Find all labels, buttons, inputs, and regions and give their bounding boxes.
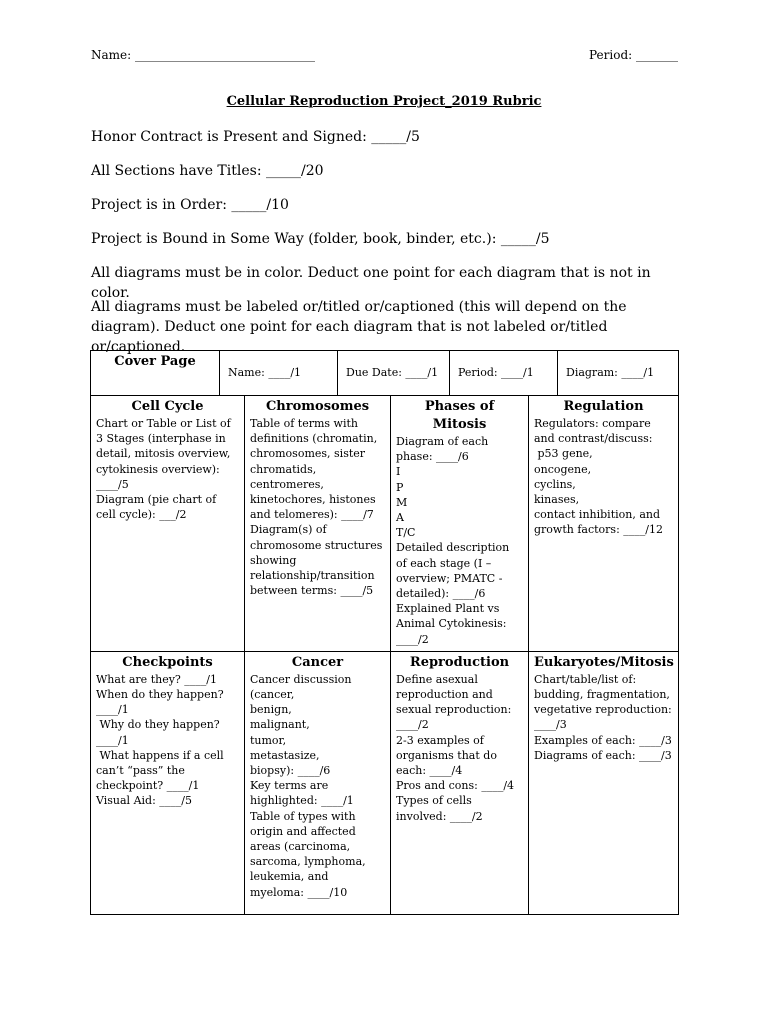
period-field: Period: _______ bbox=[589, 48, 678, 62]
cover-field-name: Name: ____/1 bbox=[219, 351, 337, 395]
regulation-section bbox=[529, 396, 679, 652]
cover-page-title: Cover Page bbox=[114, 354, 196, 369]
rubric-item: Pros and cons: ____/4 bbox=[396, 779, 515, 793]
rubric-item: Cancer discussion (cancer, bbox=[250, 672, 355, 702]
eukaryotes-mitosis-section bbox=[529, 651, 679, 914]
rubric-item: metastasize, bbox=[250, 748, 320, 762]
label-rule-line: All diagrams must be labeled or/titled or/captioned (this will depend on the diagram). Deduct one point for each diagram that is not labeled or/titled or/captioned. bbox=[91, 299, 627, 355]
rubric-item: Chart or Table or List of 3 Stages (interphase in detail, mitosis overview, cytokinesis overview): ____/5 bbox=[96, 417, 235, 491]
rubric-item: Explained Plant vs Animal Cytokinesis: ____/2 bbox=[396, 602, 511, 646]
rubric-item: Examples of each: ____/3 bbox=[534, 733, 672, 747]
rubric-item: What are they? ____/1 bbox=[96, 672, 218, 686]
cover-field-diagram: Diagram: ____/1 bbox=[557, 351, 678, 395]
reproduction-section bbox=[391, 651, 529, 914]
rubric-item: oncogene, bbox=[534, 462, 592, 476]
rubric-item: tumor, bbox=[250, 733, 287, 747]
rubric-item: Visual Aid: ____/5 bbox=[96, 794, 192, 808]
rubric-item: Types of cells involved: ____/2 bbox=[396, 794, 483, 823]
rubric-item: Chart/table/list of: budding, fragmentation, vegetative reproduction: ____/3 bbox=[534, 672, 676, 732]
rubric-item: kinases, bbox=[534, 493, 580, 507]
rubric-item: cyclins, bbox=[534, 477, 576, 491]
header-line bbox=[91, 48, 678, 62]
section-row-2 bbox=[91, 651, 679, 914]
page-title: Cellular Reproduction Project_2019 Rubric bbox=[226, 94, 542, 109]
name-field: Name: ______________________________ bbox=[91, 48, 315, 62]
rubric-item: Diagram (pie chart of cell cycle): ___/2 bbox=[96, 493, 220, 522]
rubric-item: T/C bbox=[396, 526, 416, 540]
rubric-item: Define asexual reproduction and sexual reproduction: ____/2 bbox=[396, 672, 515, 732]
cover-cell bbox=[91, 351, 679, 396]
section-title: Checkpoints bbox=[122, 654, 213, 670]
cover-field-period: Period: ____/1 bbox=[449, 351, 557, 395]
rubric-item: M bbox=[396, 495, 408, 509]
rubric-item: Table of types with origin and affected areas (carcinoma, sarcoma, lymphoma, leukemia, and myeloma: ____/10 bbox=[250, 809, 370, 899]
rubric-item: benign, bbox=[250, 703, 292, 717]
checkpoints-section bbox=[91, 651, 245, 914]
rubric-item: I bbox=[396, 465, 401, 479]
section-title: Phases of Mitosis bbox=[424, 399, 495, 432]
cancer-section bbox=[245, 651, 391, 914]
rubric-table bbox=[90, 350, 679, 915]
rubric-item: What happens if a cell can’t “pass” the checkpoint? ____/1 bbox=[96, 748, 228, 793]
project-order-line: Project is in Order: _____/10 bbox=[91, 197, 289, 213]
rubric-item: Table of terms with definitions (chromatin, chromosomes, sister chromatids, centromeres, kinetochores, histones and telomeres): ____/7 bbox=[250, 417, 381, 522]
rubric-item: contact inhibition, and growth factors: ____/12 bbox=[534, 508, 664, 537]
section-row-1 bbox=[91, 396, 679, 652]
rubric-item: malignant, bbox=[250, 718, 310, 732]
rubric-item: 2-3 examples of organisms that do each: ____/4 bbox=[396, 733, 501, 778]
color-rule-line: All diagrams must be in color. Deduct one point for each diagram that is not in color. bbox=[91, 265, 651, 301]
rubric-item: Diagram of each phase: ____/6 bbox=[396, 435, 492, 464]
rubric-item: P bbox=[396, 480, 404, 494]
rubric-item: A bbox=[396, 511, 404, 525]
section-title: Eukaryotes/Mitosis bbox=[534, 654, 674, 670]
rubric-item: Detailed description of each stage (I – overview; PMATC - detailed): ____/6 bbox=[396, 541, 513, 601]
honor-contract-line: Honor Contract is Present and Signed: _____/5 bbox=[91, 129, 420, 145]
chromosomes-section bbox=[245, 396, 391, 652]
section-titles-line: All Sections have Titles: _____/20 bbox=[91, 163, 324, 179]
rubric-item: p53 gene, bbox=[534, 447, 593, 461]
cover-field-due-date: Due Date: ____/1 bbox=[337, 351, 449, 395]
section-title: Reproduction bbox=[409, 654, 510, 670]
rubric-item: biopsy): ____/6 bbox=[250, 764, 331, 778]
rubric-item: Diagrams of each: ____/3 bbox=[534, 748, 672, 762]
rubric-item: When do they happen? ____/1 bbox=[96, 688, 228, 717]
phases-of-mitosis-section bbox=[391, 396, 529, 652]
section-title: Chromosomes bbox=[265, 399, 370, 414]
section-title: Regulation bbox=[563, 399, 644, 414]
cell-cycle-section bbox=[91, 396, 245, 652]
rubric-item: Diagram(s) of chromosome structures showing relationship/transition between terms: ____/5 bbox=[250, 523, 386, 598]
section-title: Cell Cycle bbox=[131, 399, 204, 414]
rubric-item: Key terms are highlighted: ____/1 bbox=[250, 779, 354, 808]
rubric-item: Why do they happen? ____/1 bbox=[96, 718, 224, 747]
rubric-item: Regulators: compare and contrast/discuss: bbox=[534, 417, 655, 446]
project-bound-line: Project is Bound in Some Way (folder, book, binder, etc.): _____/5 bbox=[91, 231, 550, 247]
cover-row bbox=[91, 351, 679, 396]
section-title: Cancer bbox=[291, 654, 344, 670]
